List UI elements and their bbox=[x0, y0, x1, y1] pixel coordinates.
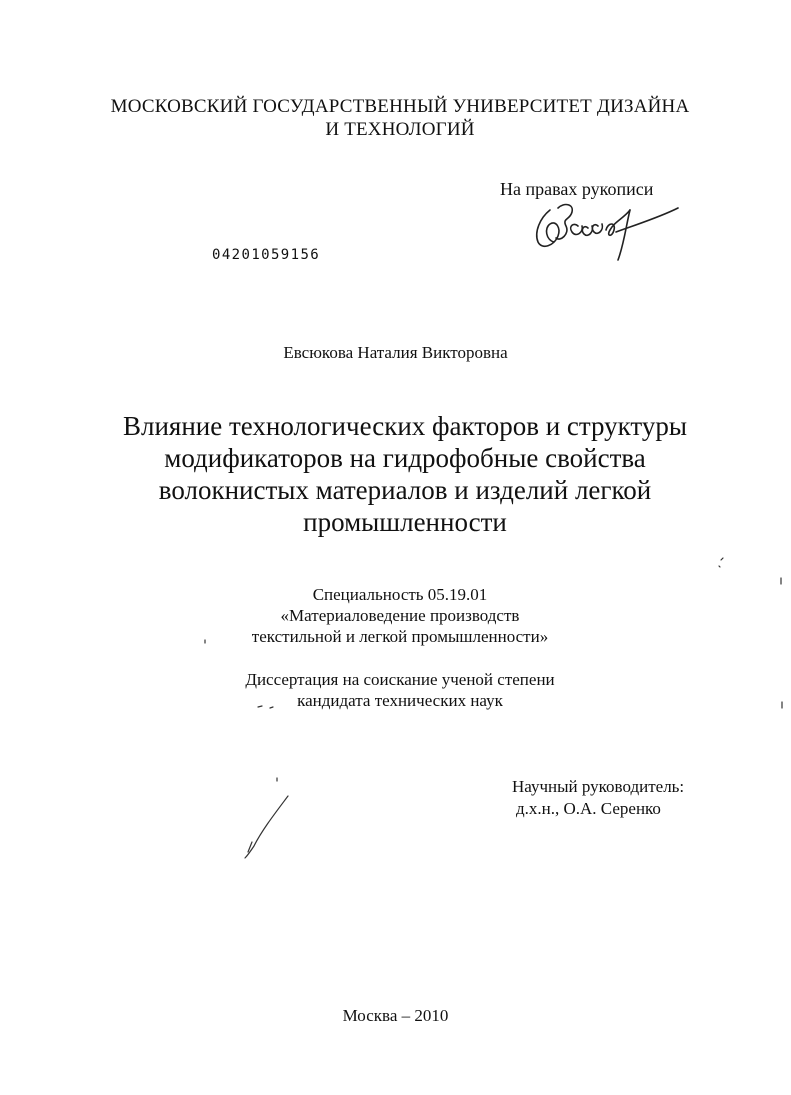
specialty-line-1: Специальность 05.19.01 bbox=[312, 585, 488, 604]
specialty-line-2: «Материаловедение производств bbox=[280, 606, 520, 625]
scan-dot-6 bbox=[719, 566, 720, 567]
specialty-block bbox=[150, 584, 650, 647]
degree-line-2: кандидата технических наук bbox=[297, 691, 503, 710]
dissertation-degree bbox=[150, 669, 650, 711]
specialty-line-3: текстильной и легкой промышленности» bbox=[251, 627, 549, 646]
advisor-label: Научный руководитель: bbox=[512, 777, 685, 796]
university-line-1: МОСКОВСКИЙ ГОСУДАРСТВЕННЫЙ УНИВЕРСИТЕТ ДИЗАЙНА bbox=[110, 96, 690, 117]
pen-stroke-mark-2 bbox=[248, 842, 252, 852]
manuscript-rights: На правах рукописи bbox=[500, 179, 654, 199]
pen-stroke-mark bbox=[245, 796, 288, 858]
advisor-name: д.х.н., О.А. Серенко bbox=[516, 799, 661, 818]
dissertation-title bbox=[95, 410, 715, 538]
degree-line-1: Диссертация на соискание ученой степени bbox=[245, 670, 555, 689]
title-line-1: Влияние технологических факторов и структуры bbox=[122, 411, 688, 441]
city-year: Москва – 2010 bbox=[342, 1006, 449, 1025]
title-line-2: модификаторов на гидрофобные свойства bbox=[164, 443, 646, 473]
scientific-advisor bbox=[512, 776, 684, 820]
author-name: Евсюкова Наталия Викторовна bbox=[283, 343, 508, 362]
university-line-2: И ТЕХНОЛОГИЙ bbox=[325, 119, 475, 140]
catalog-number: 04201059156 bbox=[212, 247, 321, 263]
signature bbox=[528, 196, 688, 268]
university-name bbox=[100, 95, 700, 141]
title-line-4: промышленности bbox=[303, 507, 507, 537]
scan-dot-5 bbox=[721, 558, 723, 560]
title-line-3: волокнистых материалов и изделий легкой bbox=[158, 475, 652, 505]
